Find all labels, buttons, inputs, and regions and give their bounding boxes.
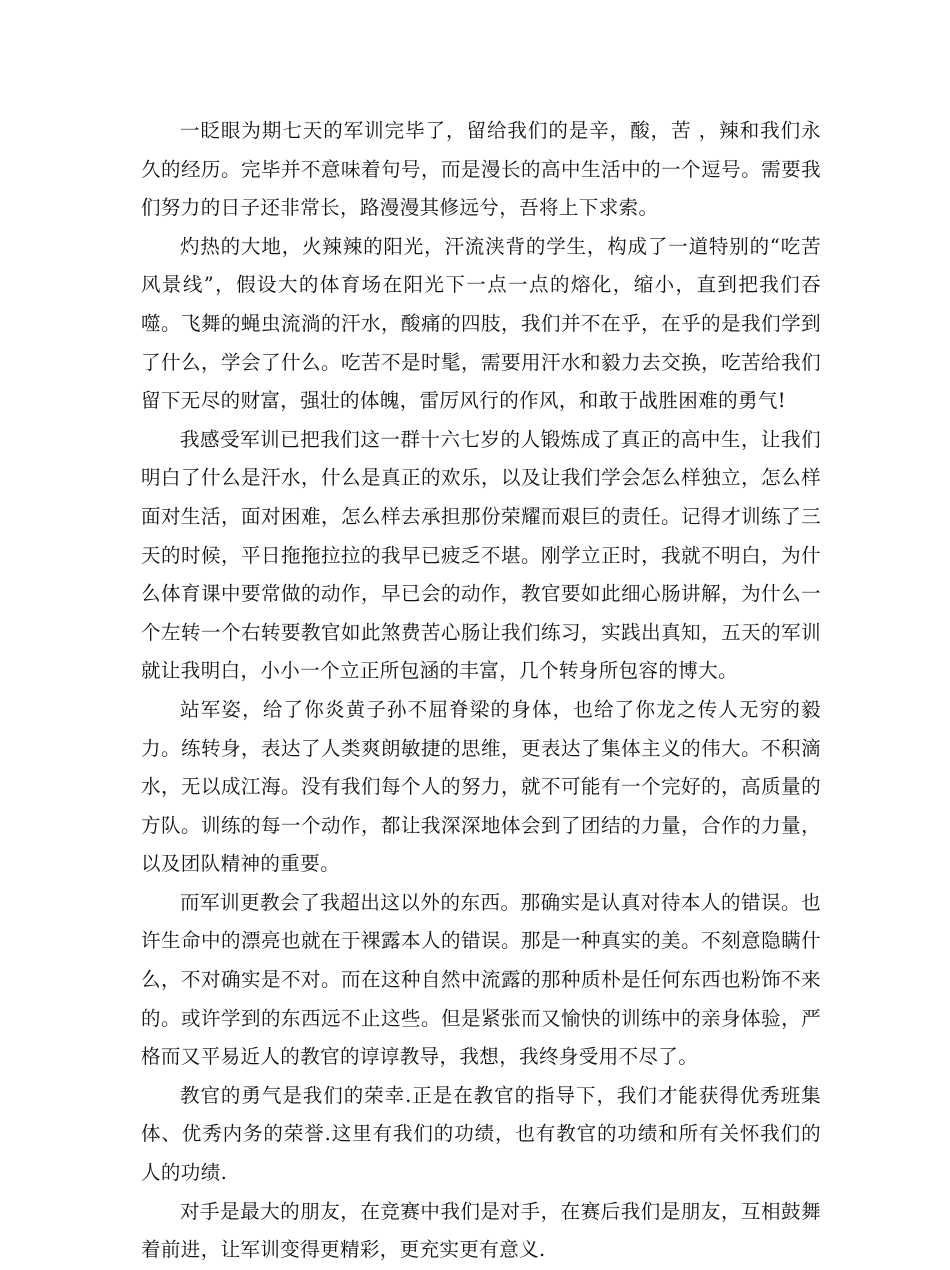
paragraph-4: 站军姿，给了你炎黄子孙不屈脊梁的身体，也给了你龙之传人无穷的毅力。练转身，表达了人类爽朗敏捷的思维，更表达了集体主义的伟大。不积滴水，无以成江海。没有我们每个人的努力，就不可能有一个完好的，高质量的方队。训练的每一个动作，都让我深深地体会到了团结的力量，合作的力量，以及团队精神的重要。 xyxy=(141,697,821,876)
document-body xyxy=(141,112,821,1270)
paragraph-1: 一眨眼为期七天的军训完毕了，留给我们的是辛，酸，苦 ，辣和我们永久的经历。完毕并不意味着句号，而是漫长的高中生活中的一个逗号。需要我们努力的日子还非常长，路漫漫其修远兮，吾将上下求索。 xyxy=(141,119,821,220)
paragraph-5: 而军训更教会了我超出这以外的东西。那确实是认真对待本人的错误。也许生命中的漂亮也就在于裸露本人的错误。那是一种真实的美。不刻意隐瞒什么，不对确实是不对。而在这种自然中流露的那种质朴是任何东西也粉饰不来的。或许学到的东西远不止这些。但是紧张而又愉快的训练中的亲身体验，严格而又平易近人的教官的谆谆教导，我想，我终身受用不尽了。 xyxy=(141,890,821,1069)
paragraph-7: 对手是最大的朋友，在竞赛中我们是对手，在赛后我们是朋友，互相鼓舞着前进，让军训变得更精彩，更充实更有意义. xyxy=(141,1199,821,1262)
paragraph-6: 教官的勇气是我们的荣幸.正是在教官的指导下，我们才能获得优秀班集体、优秀内务的荣誉.这里有我们的功绩，也有教官的功绩和所有关怀我们的人的功绩. xyxy=(141,1083,821,1185)
paragraph-2: 灼热的大地，火辣辣的阳光，汗流浃背的学生，构成了一道特别的“吃苦风景线”，假设大的体育场在阳光下一点一点的熔化，缩小，直到把我们吞噬。飞舞的蝇虫流淌的汗水，酸痛的四肢，我们并不在乎，在乎的是我们学到了什么，学会了什么。吃苦不是时髦，需要用汗水和毅力去交换，吃苦给我们留下无尽的财富，强壮的体魄，雷厉风行的作风，和敢于战胜困难的勇气! xyxy=(141,234,821,413)
paragraph-3: 我感受军训已把我们这一群十六七岁的人锻炼成了真正的高中生，让我们明白了什么是汗水，什么是真正的欢乐，以及让我们学会怎么样独立，怎么样面对生活，面对困难，怎么样去承担那份荣耀而艰巨的责任。记得才训练了三天的时候，平日拖拖拉拉的我早已疲乏不堪。刚学立正时，我就不明白，为什么体育课中要常做的动作，早已会的动作，教官要如此细心肠讲解，为什么一个左转一个右转要教官如此煞费苦心肠让我们练习，实践出真知，五天的军训就让我明白，小小一个立正所包涵的丰富，几个转身所包容的博大。 xyxy=(141,427,821,683)
